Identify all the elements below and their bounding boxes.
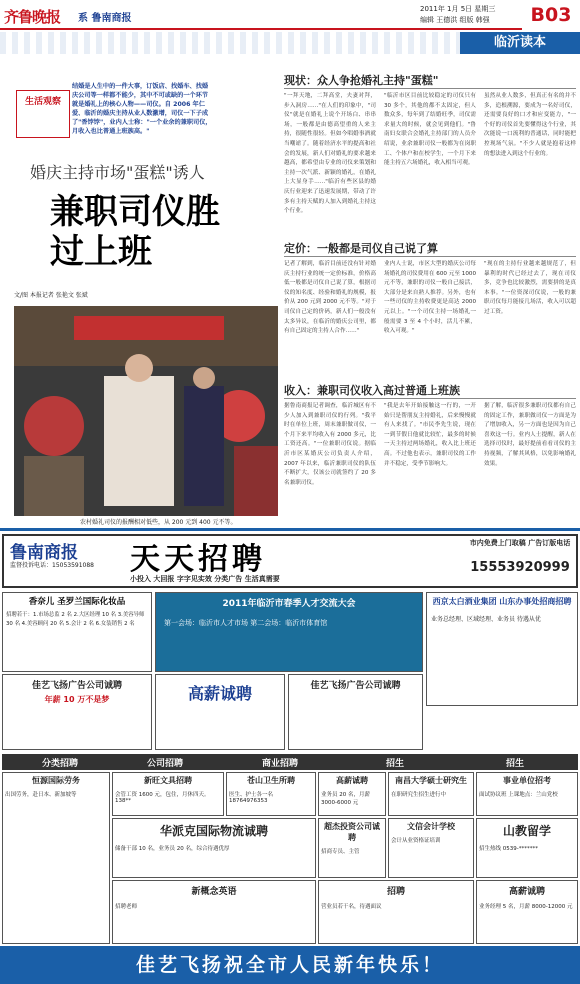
ad-text: 业务经理 5 名，月薪 8000-12000 元: [479, 904, 573, 910]
ad-box-hiring: [155, 674, 285, 750]
ad-box-jiayi-1: [2, 674, 152, 750]
section-pricing-col3: "现在的主持行业越来越规范了，但暴利的时代已经过去了，现在司仪多，竞争也比较激烈，需要拼的是真本事。"一位资深司仪说，一般的兼职司仪每月能接几场活，收入可以超过工资。: [484, 261, 576, 315]
category-label: 商业招聘: [261, 759, 298, 769]
section-heading-income: 收入：兼职司仪收入高过普通上班族: [284, 384, 460, 397]
ad-text: 业务员 20 名，月薪 3000-6000 元: [321, 792, 370, 806]
ad-title: 高薪诚聘: [336, 776, 368, 785]
banner-phone-label: 市内免费上门取稿 广告订版电话: [469, 539, 571, 547]
section-heading-pricing: 定价：一般都是司仪自己说了算: [284, 242, 438, 255]
ad-grid-cell: [2, 772, 110, 944]
banner-slogan: 天天招聘: [130, 542, 266, 577]
ad-title: 苍山卫生所聘: [247, 776, 295, 785]
newspaper-series: 系 鲁南商报: [78, 13, 132, 24]
ad-text: 招聘若干：1.市场总监 2 名 2.大区经理 10 名 3.美容导师 30 名 4.美容顾问 20 名 5.会计 2 名 6.女装销售 2 名: [6, 612, 145, 627]
ad-title: 新旺文具招聘: [144, 776, 192, 785]
ad-text: 营业员若干名，待遇面议: [321, 904, 382, 910]
ad-title: 佳艺飞扬广告公司诚聘: [310, 681, 401, 691]
section-income-col2: "我是去年开始接触这一行的，一开始只是帮朋友主持婚礼，后来慢慢就有人来找了。"市民李先生说，现在一到节假日他就比较忙，最多的时候一天主持过两场婚礼，收入比上班还高。不过他也表示，兼职司仪的工作并不稳定，受季节影响大。: [384, 403, 476, 467]
category-label: 分类招聘: [41, 759, 78, 769]
banner-hotline: 监督投诉电话：15053591088: [10, 562, 94, 569]
banner-phone: 15553920999: [470, 560, 570, 575]
ad-text: 会计从业资格证培训: [391, 838, 441, 844]
ad-grid-cell: [318, 880, 474, 944]
category-label: 招生: [385, 759, 404, 769]
banner-brand: 鲁南商报: [10, 543, 78, 563]
ad-grid-cell: [318, 818, 386, 878]
category-label: 招生: [505, 759, 524, 769]
section-heading-status: 现状：众人争抢婚礼主持"蛋糕": [284, 74, 439, 87]
ad-sub: 年薪 10 万不是梦: [44, 695, 110, 704]
ad-grid-cell: [388, 818, 474, 878]
ad-text: 招聘老师: [115, 904, 138, 910]
ad-title: 文信会计学校: [407, 822, 455, 831]
ad-title: 高薪诚聘: [508, 887, 545, 897]
ad-box-job-fair: [155, 592, 423, 672]
section-status-col1: "一拜天地，二拜高堂，夫妻对拜，步入洞房……"在人们的印象中，"司仪"就是在婚礼上说个开场白、串串场，一般都是由德高望重的人来主持，很随性很轻。但如今唱婚事酒就当嘲谑了。随着经济水平的提高和社会的发展，新人们对婚礼的要求越来越高，都希望由专业的司仪来策划和主持一次气派、新颖的婚礼，在婚礼上大显身手……"临沂有些区县的婚庆行业迎来了迅速发展期，带动了许多有主持天赋的人加入到婚礼主持这个行业。: [284, 93, 376, 215]
ad-text: 储备干部 10 名，业务员 20 名，综合待遇优厚: [115, 846, 230, 852]
ad-grid-cell: [388, 772, 474, 816]
ad-title: 香奈儿 圣罗兰国际化妆品: [28, 597, 126, 607]
ad-title: 超杰投资公司诚聘: [324, 822, 380, 842]
new-year-greeting: 佳艺飞扬祝全市人民新年快乐！: [0, 946, 580, 984]
ad-text: 在职研究生招生进行中: [391, 792, 447, 798]
column-stamp: 生活观察: [16, 90, 70, 138]
ad-title: 新概念英语: [191, 887, 237, 897]
ad-text: 面试协议班 上课地点：兰山党校: [479, 792, 558, 798]
ad-grid-cell: [226, 772, 316, 816]
ad-title: 高薪诚聘: [187, 684, 252, 703]
ad-box-liquor: [426, 592, 578, 706]
newspaper-logo: 齐鲁晚报: [4, 8, 61, 26]
ad-grid-cell: [112, 818, 316, 878]
ad-title: 南昌大学硕士研究生: [395, 776, 467, 785]
section-pricing-col1: 记者了解到，临沂目前还没有针对婚庆主持行业的统一定价标准，价格高低一般都是司仪自己说了算，根据司仪的知名度、经验和婚礼的规模，报价从 200 元到 2000 元不等。"对于司仪自己定的价码，新人们一般没有太多异议，在临沂的婚庆公司里，都有自己固定的主持人合作……": [284, 261, 376, 335]
decor-band: [0, 32, 460, 54]
section-divider: [284, 398, 576, 399]
ad-text: 医生、护士各一名 18764976353: [229, 792, 274, 804]
ad-title: 山教留学: [502, 824, 551, 838]
section-status-col3: 虽然从业人数多，但真正有名的并不多，追根溯源，要成为一名好司仪，还需要良好的口才和应变能力，"一个好的司仪首先要懂得这个行业，其次能说一口流利的普通话，同时能把控现场气氛。"不少人就是抱着这样的想法进入到这个行业的。: [484, 93, 576, 157]
category-label: 公司招聘: [146, 759, 183, 769]
section-pricing-col2: 业内人士说，市区大型的婚庆公司每场婚礼的司仪费用在 600 元至 1000 元不等，兼职的司仪一般自己接活，大部分是来自熟人推荐。另外，也有一些司仪的主持收费更是高达 2000 元以上。"一个司仪主持一场婚礼一般需要 3 至 4 个小时，活儿不累，收入可观。": [384, 261, 476, 335]
editor-credits: 编辑 王德洪 组版 韩强: [420, 16, 490, 24]
section-divider: [284, 256, 576, 257]
section-tab: 临沂读本: [460, 32, 580, 54]
ad-box-jiayi-2: [288, 674, 423, 750]
ad-title: 西京太白酒业集团 山东办事处招商招聘: [432, 597, 572, 606]
article-intro: 结婚是人生中的一件大事，订饭店、找婚车、找婚庆公司等一样都不能少，其中不可或缺的一个环节就是婚礼上的核心人物——司仪。自 2006 年仁爱、临沂的婚庆主持从业人数激增，司仪一下子成了"香饽饽"，业内人士称："一个业余的兼职司仪，月收入也比普通上班族高。": [72, 83, 212, 135]
ad-text: 招商专员、主管: [321, 849, 360, 855]
ad-divider: [0, 528, 580, 531]
ad-grid-cell: [112, 772, 224, 816]
ad-box-cosmetics: [2, 592, 152, 672]
article-subtitle: 婚庆主持市场"蛋糕"诱人: [30, 163, 205, 182]
ad-grid-cell: [476, 880, 578, 944]
ad-grid-cell: [318, 772, 386, 816]
ad-text: 出国劳务，赴日本、新加坡等: [5, 792, 77, 798]
section-income-col3: 据了解，临沂很多兼职司仪都有自己的固定工作，兼职做司仪一方面是为了增加收入，另一方面也是因为自己喜欢这一行。业内人士提醒，新人在选择司仪时，最好提前看看司仪的主持视频，了解其风格，以免影响婚礼效果。: [484, 403, 576, 467]
ad-title: 佳艺飞扬广告公司诚聘: [31, 681, 122, 691]
ad-title: 华派克国际物流诚聘: [159, 824, 268, 838]
section-status-col2: "临沂市区目前比较稳定的司仪只有 30 多个，其他的都不太固定，但人数众多，每年到了结婚旺季，司仪需求量大的时候，就会见到他们。"鲁南妇女联合会婚礼主持部门的人员介绍说，业余兼职司仪一般都为在岗职工、个体户和在校学生，一个月下来能主持五六场婚礼，收入相当可观。: [384, 93, 476, 167]
issue-date: 2011年 1月 5日 星期三: [420, 5, 496, 13]
ad-title: 2011年临沂市春季人才交流大会: [222, 599, 356, 609]
section-income-col1: 据鲁南商报记者调查，临沂城区有不少人加入到兼职司仪的行列。"我平时在单位上班，周末兼职做司仪，一个月下来平均收入有 2000 多元，比工资还高。"一位兼职司仪说。据临沂市区某婚庆公司负责人介绍，2007 年以来，临沂兼职司仪的队伍不断扩大，仅该公司就签约了 20 多名兼职司仪。: [284, 403, 376, 486]
ad-text: 业务总经理、区域经理、业务员 待遇从优: [431, 616, 541, 623]
ad-grid-cell: [476, 772, 578, 816]
wedding-photo: [14, 306, 278, 516]
photo-caption: 农村婚礼司仪的报酬相对低些，从 200 元到 400 元不等。: [80, 519, 237, 526]
ad-text: 第一会场：临沂市人才市场 第二会场：临沂市体育馆: [164, 619, 328, 627]
ad-title: 招聘: [386, 887, 405, 897]
ad-title: 恒源国际劳务: [32, 776, 80, 785]
page-number: B03: [522, 0, 580, 30]
article-title: 兼职司仪胜过上班: [50, 192, 220, 272]
article-byline: 文/图 本报记者 张艳文 张斌: [14, 292, 88, 299]
ad-grid-cell: [112, 880, 316, 944]
ad-text: 会管工资 1600 元，包住，月休四天。138**: [115, 792, 210, 804]
ad-title: 事业单位招考: [503, 776, 551, 785]
ad-grid-cell: [476, 818, 578, 878]
banner-sub: 小投入 大回报 字字见实效 分类广告 生活真需要: [130, 575, 280, 583]
section-divider: [284, 88, 576, 89]
ad-text: 招生热线 0539-*******: [479, 846, 538, 852]
